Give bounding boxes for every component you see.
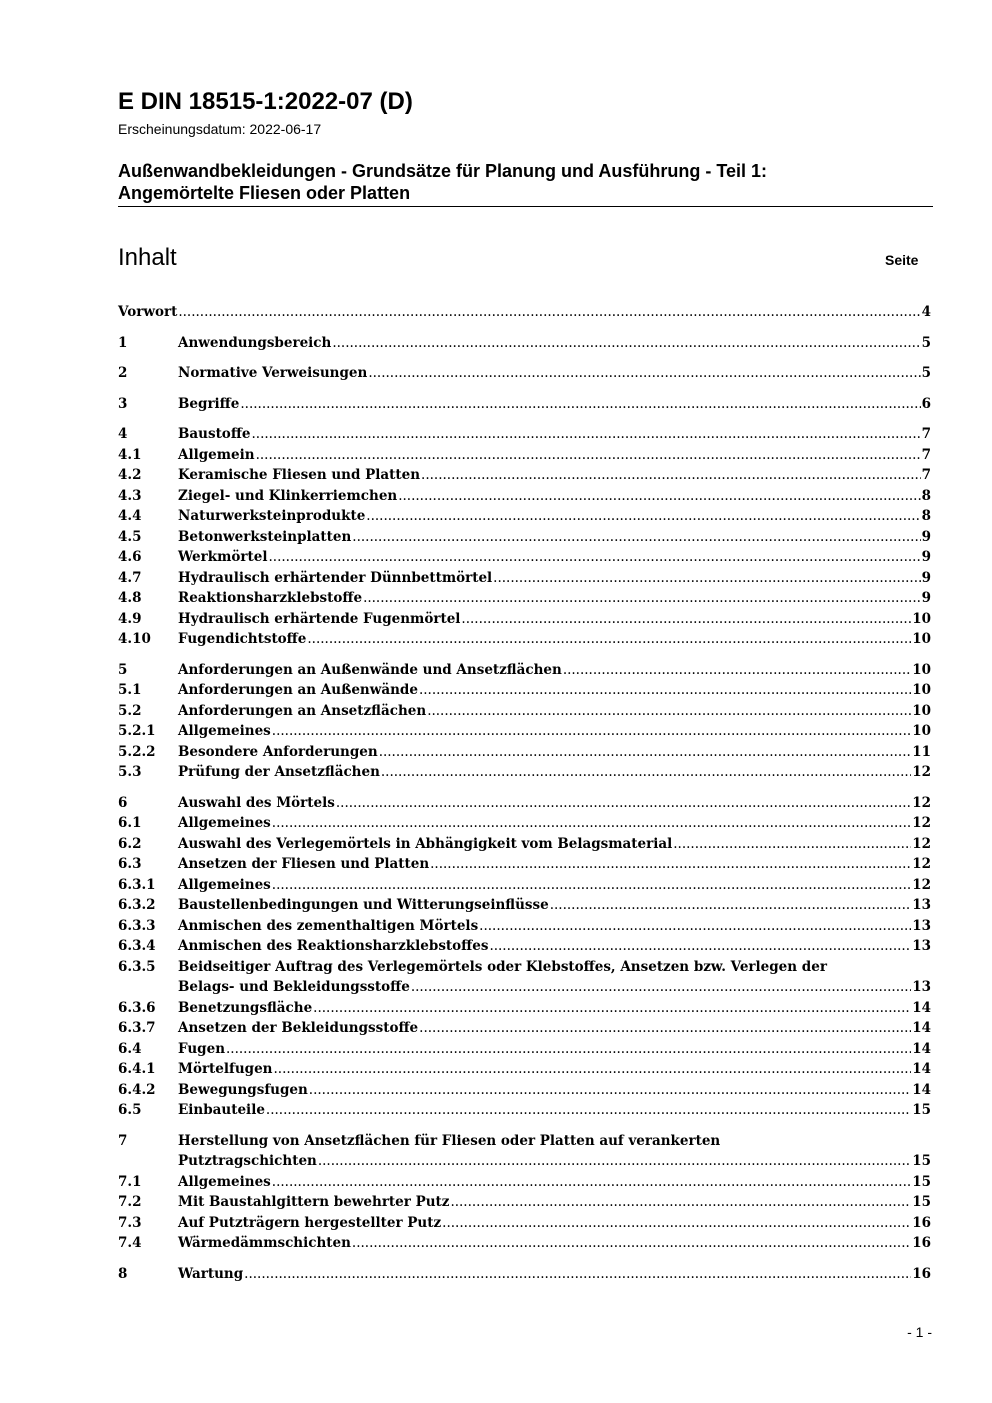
toc-entry-page: 15 bbox=[912, 1153, 931, 1169]
toc-entry-title: Baustellenbedingungen und Witterungseinflüsse bbox=[178, 897, 549, 913]
toc-dot-leader bbox=[421, 465, 921, 486]
toc-dot-leader bbox=[273, 1059, 911, 1080]
document-subject bbox=[118, 160, 933, 204]
toc-dot-leader bbox=[318, 1151, 911, 1172]
toc-entry-title: Anforderungen an Außenwände und Ansetzflächen bbox=[178, 661, 562, 678]
toc-entry-title: Auswahl des Verlegemörtels in Abhängigkeit vom Belagsmaterial bbox=[178, 835, 673, 852]
toc-entry-title: Einbauteile bbox=[178, 1102, 265, 1118]
toc-entry[interactable] bbox=[118, 936, 931, 957]
toc-entry[interactable] bbox=[118, 701, 931, 722]
table-of-contents bbox=[118, 302, 931, 1284]
toc-entry[interactable] bbox=[118, 680, 931, 701]
toc-dot-leader bbox=[352, 527, 920, 548]
toc-entry-title: Begriffe bbox=[178, 395, 240, 412]
toc-entry[interactable] bbox=[118, 721, 931, 742]
toc-entry[interactable] bbox=[118, 1213, 931, 1234]
toc-entry-page: 13 bbox=[912, 897, 931, 913]
toc-entry-page: 12 bbox=[912, 764, 931, 780]
toc-entry[interactable] bbox=[118, 527, 931, 548]
toc-dot-leader bbox=[563, 660, 911, 681]
toc-entry-page: 9 bbox=[921, 549, 931, 565]
toc-entry-page: 10 bbox=[912, 702, 931, 719]
toc-entry-title: Auf Putzträgern hergestellter Putz bbox=[178, 1214, 442, 1231]
toc-entry[interactable] bbox=[118, 568, 931, 589]
toc-entry-page: 12 bbox=[912, 815, 931, 831]
toc-entry-number: 4.8 bbox=[118, 590, 142, 606]
toc-entry-page: 5 bbox=[921, 334, 931, 351]
toc-dot-leader bbox=[272, 875, 911, 896]
page-number: - 1 - bbox=[907, 1324, 932, 1340]
toc-entry[interactable] bbox=[118, 1264, 931, 1285]
toc-dot-leader bbox=[266, 1100, 911, 1121]
toc-entry-number: 8 bbox=[118, 1265, 128, 1282]
toc-dot-leader bbox=[336, 793, 911, 814]
toc-entry-page: 14 bbox=[912, 1020, 931, 1036]
toc-entry-page: 15 bbox=[912, 1173, 931, 1190]
toc-entry-number: 7.2 bbox=[118, 1194, 142, 1210]
toc-entry[interactable] bbox=[118, 660, 931, 681]
toc-dot-leader bbox=[363, 588, 921, 609]
toc-entry-number: 6.3.2 bbox=[118, 897, 156, 913]
toc-dot-leader bbox=[352, 1233, 911, 1254]
toc-entry[interactable] bbox=[118, 1100, 931, 1121]
toc-entry-page: 14 bbox=[912, 1081, 931, 1098]
toc-entry-title: Ansetzen der Bekleidungsstoffe bbox=[178, 1020, 419, 1036]
toc-entry[interactable] bbox=[118, 363, 931, 384]
toc-dot-leader bbox=[427, 701, 911, 722]
toc-entry-page: 12 bbox=[912, 794, 931, 811]
toc-entry-page: 6 bbox=[921, 395, 931, 412]
toc-entry-page: 8 bbox=[921, 487, 931, 504]
toc-entry-page: 9 bbox=[921, 590, 931, 606]
toc-entry-number: 4 bbox=[118, 426, 128, 442]
toc-entry[interactable] bbox=[118, 445, 931, 466]
toc-entry-number: 6.3.3 bbox=[118, 917, 156, 934]
toc-entry-page: 10 bbox=[912, 631, 931, 647]
toc-entry[interactable] bbox=[118, 998, 931, 1019]
toc-entry-title: Allgemeines bbox=[178, 876, 271, 893]
toc-entry-number: 4.6 bbox=[118, 549, 142, 565]
toc-entry-page: 7 bbox=[921, 446, 931, 463]
toc-page-column-label: Seite bbox=[885, 252, 919, 268]
toc-entry-title: Wärmedämmschichten bbox=[178, 1235, 351, 1251]
toc-entry-page: 16 bbox=[912, 1214, 931, 1231]
toc-entry-title: Besondere Anforderungen bbox=[178, 743, 378, 760]
toc-entry-title: Fugen bbox=[178, 1040, 226, 1057]
toc-entry-number: 6.3.1 bbox=[118, 876, 156, 893]
toc-entry-number: 6.4.1 bbox=[118, 1061, 156, 1077]
toc-entry[interactable] bbox=[118, 588, 931, 609]
toc-entry-title: Allgemeines bbox=[178, 815, 271, 831]
toc-dot-leader bbox=[226, 1039, 911, 1060]
toc-entry-title: Hydraulisch erhärtende Fugenmörtel bbox=[178, 610, 461, 627]
toc-entry-page: 13 bbox=[912, 938, 931, 954]
toc-dot-leader bbox=[313, 998, 911, 1019]
toc-entry-title: Allgemeines bbox=[178, 1173, 271, 1190]
toc-entry-page: 10 bbox=[912, 723, 931, 739]
toc-entry[interactable] bbox=[118, 1192, 931, 1213]
toc-entry-number: 6.3 bbox=[118, 856, 142, 872]
toc-dot-leader bbox=[272, 813, 911, 834]
toc-entry-page: 14 bbox=[912, 999, 931, 1016]
toc-dot-leader bbox=[366, 506, 920, 527]
toc-entry[interactable] bbox=[118, 609, 931, 630]
toc-entry-number: 7.1 bbox=[118, 1173, 142, 1190]
toc-entry-title: Allgemein bbox=[178, 446, 255, 463]
toc-entry[interactable] bbox=[118, 742, 931, 763]
toc-dot-leader bbox=[419, 1018, 911, 1039]
toc-entry-title: Bewegungsfugen bbox=[178, 1081, 308, 1098]
toc-entry[interactable] bbox=[118, 916, 931, 937]
toc-entry-page: 8 bbox=[921, 508, 931, 524]
toc-entry-title: Ansetzen der Fliesen und Platten bbox=[178, 856, 430, 872]
toc-dot-leader bbox=[244, 1264, 911, 1285]
toc-entry-number: 6.3.7 bbox=[118, 1020, 156, 1036]
toc-entry-number: 6.4.2 bbox=[118, 1081, 156, 1098]
toc-entry-page: 13 bbox=[912, 917, 931, 934]
toc-dot-leader bbox=[398, 486, 920, 507]
toc-entry-number: 7.3 bbox=[118, 1214, 142, 1231]
toc-entry-page: 16 bbox=[912, 1265, 931, 1282]
toc-entry[interactable] bbox=[118, 547, 931, 568]
toc-entry[interactable] bbox=[118, 506, 931, 527]
toc-entry-title: Mörtelfugen bbox=[178, 1061, 273, 1077]
toc-dot-leader bbox=[381, 762, 911, 783]
toc-entry-title: Auswahl des Mörtels bbox=[178, 794, 335, 811]
toc-dot-leader bbox=[309, 1080, 911, 1101]
toc-entry[interactable] bbox=[118, 834, 931, 855]
toc-entry-page: 15 bbox=[912, 1102, 931, 1118]
toc-entry-title: Anforderungen an Ansetzflächen bbox=[178, 702, 427, 719]
toc-entry-title: Werkmörtel bbox=[178, 549, 268, 565]
toc-dot-leader bbox=[450, 1192, 911, 1213]
toc-dot-leader bbox=[461, 609, 911, 630]
toc-entry-page: 9 bbox=[921, 528, 931, 545]
toc-entry-number: 4.5 bbox=[118, 528, 142, 545]
toc-entry-number: 4.7 bbox=[118, 569, 142, 586]
toc-entry-page: 5 bbox=[921, 365, 931, 381]
toc-entry-page: 11 bbox=[912, 743, 931, 760]
toc-entry-title: Anmischen des zementhaltigen Mörtels bbox=[178, 917, 479, 934]
toc-dot-leader bbox=[272, 721, 911, 742]
toc-dot-leader bbox=[251, 424, 920, 445]
toc-entry-title: Mit Baustahlgittern bewehrter Putz bbox=[178, 1194, 450, 1210]
toc-entry[interactable] bbox=[118, 465, 931, 486]
toc-dot-leader bbox=[442, 1213, 911, 1234]
toc-dot-leader bbox=[256, 445, 921, 466]
toc-entry-page: 12 bbox=[912, 856, 931, 872]
toc-entry-page: 14 bbox=[912, 1040, 931, 1057]
toc-entry-title: Belags- und Bekleidungsstoffe bbox=[178, 979, 410, 995]
toc-entry[interactable] bbox=[118, 1018, 931, 1039]
toc-entry[interactable] bbox=[118, 424, 931, 445]
toc-entry-title: Fugendichtstoffe bbox=[178, 631, 307, 647]
toc-entry-title: Wartung bbox=[178, 1265, 244, 1282]
toc-heading: Inhalt bbox=[118, 244, 177, 271]
toc-entry[interactable] bbox=[118, 957, 931, 998]
toc-entry-page: 13 bbox=[912, 979, 931, 995]
toc-dot-leader bbox=[368, 363, 920, 384]
toc-entry-number: 6.3.6 bbox=[118, 999, 156, 1016]
toc-dot-leader bbox=[489, 936, 911, 957]
document-subject-line-2: Angemörtelte Fliesen oder Platten bbox=[118, 183, 411, 203]
toc-dot-leader bbox=[493, 568, 920, 589]
toc-entry[interactable] bbox=[118, 793, 931, 814]
toc-entry-number: 3 bbox=[118, 395, 128, 412]
toc-entry-page: 12 bbox=[912, 835, 931, 852]
toc-entry-number: 6.4 bbox=[118, 1040, 142, 1057]
toc-entry-page: 10 bbox=[912, 682, 931, 698]
toc-entry-title: Hydraulisch erhärtender Dünnbettmörtel bbox=[178, 569, 493, 586]
toc-dot-leader bbox=[268, 547, 920, 568]
toc-entry[interactable] bbox=[118, 1172, 931, 1193]
toc-dot-leader bbox=[240, 394, 920, 415]
toc-entry-number: 4.10 bbox=[118, 631, 151, 647]
toc-entry-number: 6.5 bbox=[118, 1102, 142, 1118]
toc-entry-number: 4.4 bbox=[118, 508, 142, 524]
toc-entry-number: 6.2 bbox=[118, 835, 142, 852]
document-id: E DIN 18515-1:2022-07 (D) bbox=[118, 88, 413, 115]
toc-entry-page: 10 bbox=[912, 610, 931, 627]
toc-dot-leader bbox=[178, 302, 920, 323]
toc-entry-title: Ziegel- und Klinkerriemchen bbox=[178, 487, 398, 504]
toc-entry-page: 12 bbox=[912, 876, 931, 893]
toc-dot-leader bbox=[411, 977, 911, 998]
toc-entry-number: 6.1 bbox=[118, 815, 142, 831]
toc-entry-title: Putztragschichten bbox=[178, 1153, 317, 1169]
toc-entry-title-line-1: Herstellung von Ansetzflächen für Fliesen oder Platten auf verankerten bbox=[178, 1132, 721, 1149]
toc-entry-number: 4.1 bbox=[118, 446, 142, 463]
toc-dot-leader bbox=[379, 742, 912, 763]
toc-entry[interactable] bbox=[118, 333, 931, 354]
toc-entry-page: 10 bbox=[912, 661, 931, 678]
toc-entry-number: 4.3 bbox=[118, 487, 142, 504]
toc-entry-title: Benetzungsfläche bbox=[178, 999, 313, 1016]
toc-entry-number: 6.3.4 bbox=[118, 938, 156, 954]
toc-entry-title: Naturwerksteinprodukte bbox=[178, 508, 366, 524]
toc-entry-page: 7 bbox=[921, 467, 931, 483]
toc-entry-title: Baustoffe bbox=[178, 426, 251, 442]
toc-entry-title: Betonwerksteinplatten bbox=[178, 528, 352, 545]
toc-entry-number: 4.2 bbox=[118, 467, 142, 483]
toc-entry-title: Vorwort bbox=[118, 304, 178, 320]
toc-entry-title-line-1: Beidseitiger Auftrag des Verlegemörtels oder Klebstoffes, Ansetzen bzw. Verlegen der bbox=[178, 958, 827, 975]
toc-entry-page: 4 bbox=[921, 304, 931, 320]
toc-dot-leader bbox=[307, 629, 911, 650]
toc-dot-leader bbox=[430, 854, 911, 875]
toc-entry[interactable] bbox=[118, 813, 931, 834]
toc-dot-leader bbox=[673, 834, 911, 855]
toc-entry-page: 16 bbox=[912, 1235, 931, 1251]
toc-entry[interactable] bbox=[118, 762, 931, 783]
toc-entry-number: 7.4 bbox=[118, 1235, 142, 1251]
toc-entry-title: Allgemeines bbox=[178, 723, 271, 739]
toc-entry-title: Reaktionsharzklebstoffe bbox=[178, 590, 363, 606]
toc-entry-title: Anwendungsbereich bbox=[178, 334, 332, 351]
toc-entry-page: 14 bbox=[912, 1061, 931, 1077]
toc-dot-leader bbox=[272, 1172, 911, 1193]
toc-entry-number: 2 bbox=[118, 365, 128, 381]
toc-dot-leader bbox=[479, 916, 911, 937]
toc-entry[interactable] bbox=[118, 629, 931, 650]
toc-entry-page: 7 bbox=[921, 426, 931, 442]
toc-entry-number: 5.3 bbox=[118, 764, 142, 780]
toc-entry[interactable] bbox=[118, 1131, 931, 1172]
toc-entry-number: 1 bbox=[118, 334, 128, 351]
toc-dot-leader bbox=[419, 680, 911, 701]
toc-entry-page: 9 bbox=[921, 569, 931, 586]
toc-entry[interactable] bbox=[118, 1039, 931, 1060]
toc-dot-leader bbox=[550, 895, 912, 916]
toc-entry-number: 7 bbox=[118, 1132, 128, 1149]
toc-entry[interactable] bbox=[118, 1059, 931, 1080]
toc-entry[interactable] bbox=[118, 486, 931, 507]
toc-entry[interactable] bbox=[118, 1233, 931, 1254]
publication-date: Erscheinungsdatum: 2022-06-17 bbox=[118, 121, 322, 137]
toc-entry[interactable] bbox=[118, 302, 931, 323]
toc-entry-number: 6 bbox=[118, 794, 128, 811]
toc-entry-page: 15 bbox=[912, 1194, 931, 1210]
toc-entry-number: 4.9 bbox=[118, 610, 142, 627]
toc-entry-number: 5.2.2 bbox=[118, 743, 156, 760]
toc-entry-number: 5.1 bbox=[118, 682, 142, 698]
document-subject-line-1: Außenwandbekleidungen - Grundsätze für Planung und Ausführung - Teil 1: bbox=[118, 161, 767, 181]
header-divider bbox=[118, 206, 933, 207]
toc-entry-number: 6.3.5 bbox=[118, 958, 156, 975]
toc-entry-title: Anforderungen an Außenwände bbox=[178, 682, 418, 698]
toc-entry-number: 5 bbox=[118, 661, 128, 678]
toc-entry-title: Prüfung der Ansetzflächen bbox=[178, 764, 380, 780]
toc-entry-number: 5.2 bbox=[118, 702, 142, 719]
toc-dot-leader bbox=[332, 333, 920, 354]
toc-entry[interactable] bbox=[118, 394, 931, 415]
toc-entry[interactable] bbox=[118, 895, 931, 916]
toc-entry-title: Anmischen des Reaktionsharzklebstoffes bbox=[178, 938, 489, 954]
toc-entry[interactable] bbox=[118, 854, 931, 875]
toc-entry[interactable] bbox=[118, 1080, 931, 1101]
toc-entry-title: Keramische Fliesen und Platten bbox=[178, 467, 421, 483]
toc-entry-title: Normative Verweisungen bbox=[178, 365, 368, 381]
toc-entry[interactable] bbox=[118, 875, 931, 896]
toc-entry-number: 5.2.1 bbox=[118, 723, 156, 739]
